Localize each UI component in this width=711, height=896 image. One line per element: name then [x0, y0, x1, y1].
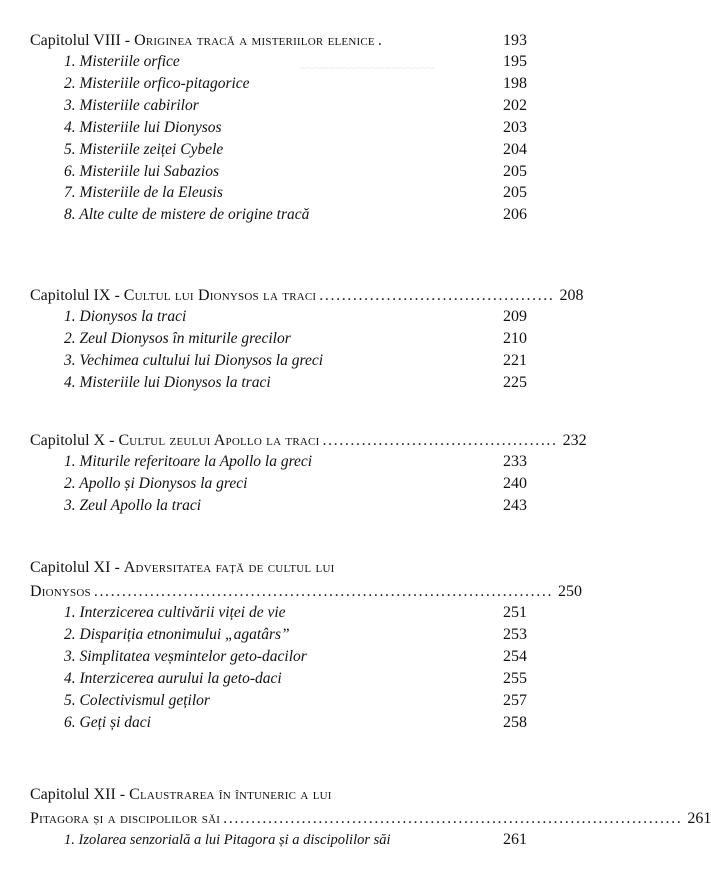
toc-entry[interactable] [64, 117, 527, 139]
toc-entry[interactable] [64, 624, 527, 646]
chapter-heading-continued[interactable] [30, 581, 583, 602]
entry-title: 1. Interzicerea cultivării viței de vie [64, 604, 286, 621]
entry-title: 1. Miturile referitoare la Apollo la greci [64, 453, 313, 470]
entry-page-number: 253 [503, 625, 527, 643]
toc-chapter-xii [30, 784, 711, 852]
toc-chapter-x [30, 430, 587, 517]
entry-page-number: 205 [503, 162, 527, 180]
entry-title: 3. Zeul Apollo la traci [64, 496, 202, 514]
entry-page-number: 202 [503, 96, 527, 114]
chapter-subtitle: Adversitatea față de cultul lui [123, 559, 335, 576]
entry-page-number: 198 [503, 74, 527, 92]
leader-dots: . [377, 32, 384, 49]
entry-title: 8. Alte culte de mistere de origine tracă [64, 206, 310, 224]
toc-entry[interactable] [64, 161, 527, 183]
chapter-heading-continued[interactable] [30, 808, 711, 829]
toc-entry[interactable] [64, 712, 527, 734]
entry-title: 5. Colectivismul geților [64, 691, 210, 709]
entry-page-number: 203 [503, 118, 527, 136]
entry-page-number: 243 [503, 496, 527, 514]
toc-entry[interactable] [64, 182, 527, 204]
entry-title: 3. Vechimea cultului lui Dionysos la greci [64, 351, 324, 369]
chapter-page-number: 250 [558, 583, 583, 600]
entry-title: 7. Misteriile de la Eleusis [64, 184, 223, 202]
entry-page-number: 251 [503, 604, 527, 621]
leader-dots: .................................................................................. [93, 583, 554, 600]
chapter-subtitle: Cultul lui Dionysos la traci [123, 287, 317, 304]
entry-title: 4. Interzicerea aurului la geto-daci [64, 669, 282, 687]
entry-page-number: 221 [503, 351, 527, 369]
entry-page-number: 258 [503, 713, 527, 731]
bleed-through-text: ~~~~~~~~~~~~~~~~~~~ [300, 60, 434, 75]
entry-page-number: 204 [503, 140, 527, 158]
chapter-subtitle: Originea tracă a misteriilor elenice [134, 32, 375, 49]
chapter-label: Capitolul X - [30, 432, 119, 449]
chapter-heading[interactable] [30, 30, 527, 51]
entry-title: 4. Misteriile lui Dionysos [64, 118, 222, 136]
entry-title: 2. Dispariția etnonimului „agatârs” [64, 625, 290, 643]
entry-title: 4. Misteriile lui Dionysos la traci [64, 373, 271, 391]
toc-entry[interactable] [64, 646, 527, 668]
toc-entry[interactable] [64, 668, 527, 690]
entry-page-number: 206 [503, 206, 527, 224]
toc-entry[interactable] [64, 73, 527, 95]
section-list [30, 602, 527, 733]
chapter-page-number: 261 [687, 810, 711, 827]
toc-entry[interactable] [64, 829, 527, 852]
chapter-subtitle-line2: Dionysos [30, 583, 91, 600]
entry-page-number: 257 [503, 691, 527, 709]
entry-page-number: 233 [503, 453, 527, 470]
entry-title: 1. Misteriile orfice [64, 53, 180, 70]
section-list [30, 451, 527, 517]
entry-title: 1. Izolarea senzorială a lui Pitagora și a discipolilor săi [64, 832, 391, 848]
entry-page-number: 195 [503, 53, 527, 70]
toc-entry[interactable] [64, 306, 527, 328]
chapter-page-number: 232 [562, 432, 587, 449]
toc-entry[interactable] [64, 204, 527, 226]
entry-title: 2. Apollo și Dionysos la greci [64, 474, 248, 492]
chapter-subtitle-line2: Pitagora și a discipolilor săi [30, 810, 221, 827]
entry-page-number: 240 [503, 474, 527, 492]
entry-title: 2. Misteriile orfico-pitagorice [64, 74, 250, 92]
entry-title: 2. Zeul Dionysos în miturile grecilor [64, 329, 291, 347]
section-list [30, 306, 527, 394]
chapter-label: Capitolul IX - [30, 287, 124, 304]
entry-page-number: 255 [503, 669, 527, 687]
chapter-subtitle: Claustrarea în întuneric a lui [129, 786, 332, 803]
entry-page-number: 210 [503, 329, 527, 347]
toc-entry[interactable] [64, 473, 527, 495]
chapter-heading[interactable] [30, 557, 527, 578]
toc-chapter-ix [30, 285, 584, 394]
chapter-heading[interactable] [30, 784, 527, 805]
toc-chapter-xi [30, 557, 583, 733]
toc-entry[interactable] [64, 328, 527, 350]
toc-entry[interactable] [64, 51, 527, 73]
entry-page-number: 254 [503, 647, 527, 665]
entry-title: 1. Dionysos la traci [64, 308, 187, 325]
chapter-heading[interactable] [30, 285, 584, 306]
chapter-label: Capitolul XI - [30, 559, 124, 576]
leader-dots: .................................................................................. [223, 810, 683, 827]
section-list [30, 829, 527, 852]
chapter-page-number: 193 [503, 32, 527, 49]
toc-entry[interactable] [64, 451, 527, 473]
toc-entry[interactable] [64, 495, 527, 517]
entry-title: 5. Misteriile zeiței Cybele [64, 140, 224, 158]
chapter-label: Capitolul VIII - [30, 32, 135, 49]
entry-title: 3. Misteriile cabirilor [64, 96, 199, 114]
chapter-page-number: 208 [559, 287, 584, 304]
entry-title: 3. Simplitatea veșmintelor geto-dacilor [64, 647, 307, 665]
toc-entry[interactable] [64, 350, 527, 372]
chapter-label: Capitolul XII - [30, 786, 130, 803]
chapter-heading[interactable] [30, 430, 587, 451]
leader-dots: .......................................... [319, 287, 555, 304]
entry-title: 6. Geți și daci [64, 713, 151, 731]
entry-page-number: 205 [503, 184, 527, 202]
section-list [30, 51, 527, 226]
entry-page-number: 225 [503, 373, 527, 391]
entry-page-number: 209 [503, 308, 527, 325]
toc-entry[interactable] [64, 139, 527, 161]
entry-title: 6. Misteriile lui Sabazios [64, 162, 219, 180]
chapter-subtitle: Cultul zeului Apollo la traci [118, 432, 320, 449]
entry-page-number: 261 [503, 831, 527, 848]
leader-dots: .......................................... [322, 432, 558, 449]
toc-entry[interactable] [64, 690, 527, 712]
toc-entry[interactable] [64, 602, 527, 624]
toc-chapter-viii [30, 30, 527, 226]
toc-entry[interactable] [64, 372, 527, 394]
toc-entry[interactable] [64, 95, 527, 117]
